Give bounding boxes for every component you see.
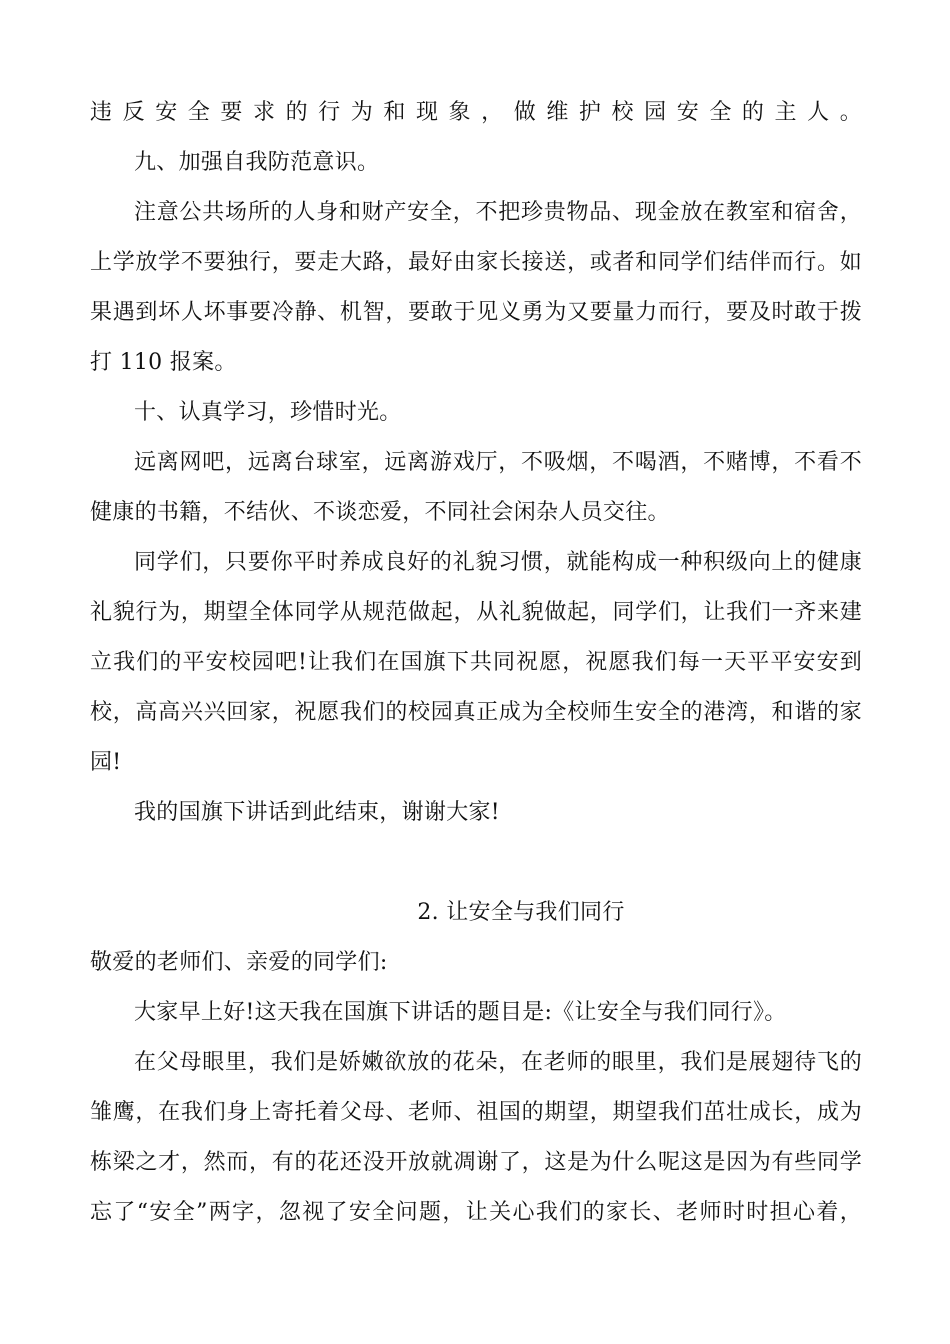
section-heading: 九、加强自我防范意识。 bbox=[134, 150, 380, 175]
text-line: 校，高高兴兴回家，祝愿我们的校园真正成为全校师生安全的港湾，和谐的家 bbox=[90, 700, 862, 725]
text-line: 健康的书籍，不结伙、不谈恋爱，不同社会闲杂人员交往。 bbox=[90, 500, 670, 525]
text-line: 在父母眼里，我们是娇嫩欲放的花朵，在老师的眼里，我们是展翅待飞的 bbox=[134, 1050, 862, 1075]
text-line: 立我们的平安校园吧!让我们在国旗下共同祝愿，祝愿我们每一天平平安安到 bbox=[90, 650, 862, 675]
text-line: 忘了“安全”两字，忽视了安全问题，让关心我们的家长、老师时时担心着， bbox=[90, 1200, 862, 1225]
text-line: 栋梁之才，然而，有的花还没开放就凋谢了，这是为什么呢这是因为有些同学 bbox=[90, 1150, 862, 1175]
text-line: 雏鹰，在我们身上寄托着父母、老师、祖国的期望，期望我们茁壮成长，成为 bbox=[90, 1100, 862, 1125]
text-line: 同学们，只要你平时养成良好的礼貌习惯，就能构成一种积级向上的健康 bbox=[134, 550, 862, 575]
salutation: 敬爱的老师们、亲爱的同学们: bbox=[90, 950, 388, 975]
text-line: 园! bbox=[90, 750, 122, 775]
text-line: 打 110 报案。 bbox=[90, 350, 237, 375]
text-line: 远离网吧，远离台球室，远离游戏厅，不吸烟，不喝酒，不赌博，不看不 bbox=[134, 450, 862, 475]
text-line: 我的国旗下讲话到此结束，谢谢大家! bbox=[134, 800, 500, 825]
text-line: 大家早上好!这天我在国旗下讲话的题目是:《让安全与我们同行》。 bbox=[134, 1000, 787, 1025]
text-line: 上学放学不要独行，要走大路，最好由家长接送，或者和同学们结伴而行。如 bbox=[90, 250, 862, 275]
text-line: 违反安全要求的行为和现象，做维护校园安全的主人。 bbox=[90, 100, 862, 125]
text-line: 注意公共场所的人身和财产安全，不把珍贵物品、现金放在教室和宿舍， bbox=[134, 200, 862, 225]
section-heading: 十、认真学习，珍惜时光。 bbox=[134, 400, 402, 425]
text-line: 礼貌行为，期望全体同学从规范做起，从礼貌做起，同学们，让我们一齐来建 bbox=[90, 600, 862, 625]
text-line: 果遇到坏人坏事要冷静、机智，要敢于见义勇为又要量力而行，要及时敢于拨 bbox=[90, 300, 862, 325]
document-body bbox=[90, 88, 862, 1238]
blank-line bbox=[90, 838, 862, 888]
article-title: 2. 让安全与我们同行 bbox=[417, 900, 625, 925]
